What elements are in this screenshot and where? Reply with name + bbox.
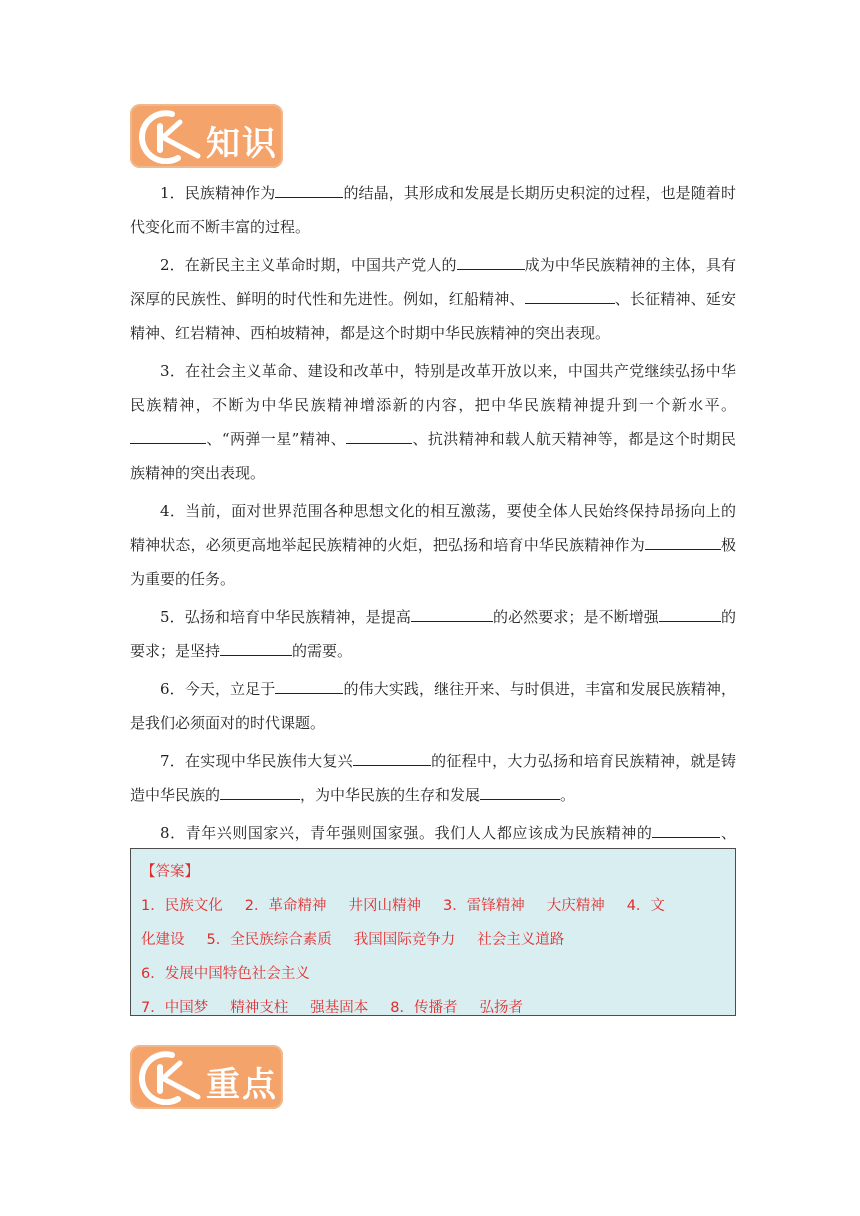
text: 的结晶，其形成和发展是长期历史积淀的过程，也是随着时代变化而不断丰富的过程。 — [130, 184, 736, 236]
answer-item: 3．雷锋精神 — [442, 898, 525, 914]
text: 3．在社会主义革命、建设和改革中，特别是改革开放以来，中国共产党继续弘扬中华民族精神，不断为中华民族精神增添新的内容，把中华民族精神提升到一个新水平。 — [130, 362, 736, 414]
answer-item: 化建设 — [141, 932, 185, 948]
text: 4．当前，面对世界范围各种思想文化的相互激荡，要使全体人民始终保持昂扬向上的精神状态，必须更高地举起民族精神的火炬，把弘扬和培育中华民族精神作为 — [130, 502, 736, 554]
paragraph-6 — [130, 672, 736, 740]
fill-blank[interactable] — [659, 603, 721, 622]
paragraph-1 — [130, 176, 736, 244]
fill-blank[interactable] — [275, 675, 343, 694]
text: 的必然要求；是不断增强 — [492, 608, 659, 626]
answer-item: 8．传播者 — [390, 1000, 458, 1016]
answer-line-3 — [141, 957, 725, 991]
answer-item: 井冈山精神 — [348, 898, 421, 914]
k-logo-icon — [138, 110, 208, 164]
text: 8．青年兴则国家兴，青年强则国家强。我们人人都应该成为民族精神的 — [160, 824, 653, 842]
text: 成为中华民族精神的主体，具有深厚的民族性、鲜明的时代性和先进性。例如，红船精神、 — [130, 256, 736, 308]
answer-item: 弘扬者 — [479, 1000, 523, 1016]
answer-line-2 — [141, 923, 725, 957]
text: 、长征精神、延安精神、红岩精神、西柏坡精神，都是这个时期中华民族精神的突出表现。 — [130, 290, 736, 342]
text: 的征程中，大力弘扬和培育民族精神，就是铸造中华民族的 — [130, 752, 736, 804]
text: ，为中华民族的生存和发展 — [300, 786, 481, 804]
paragraph-5 — [130, 600, 736, 668]
answer-line-4 — [141, 991, 725, 1025]
text: 的需要。 — [292, 642, 353, 660]
fill-blank[interactable] — [480, 781, 560, 800]
answer-item: 1．民族文化 — [141, 898, 223, 914]
text: 、“两弹一星”精神、 — [206, 430, 347, 448]
answer-item: 我国国际竞争力 — [353, 932, 456, 948]
text: 2．在新民主主义革命时期，中国共产党人的 — [160, 256, 457, 274]
text: 6．今天，立足于 — [160, 680, 276, 698]
fill-blank[interactable] — [346, 425, 412, 444]
section-badge-knowledge — [130, 104, 283, 168]
fill-blank[interactable] — [652, 819, 720, 838]
fill-blank[interactable] — [525, 285, 615, 304]
paragraph-7 — [130, 744, 736, 812]
answer-item: 4．文 — [626, 898, 665, 914]
answer-item: 5．全民族综合素质 — [206, 932, 332, 948]
answer-box — [130, 848, 736, 1016]
text: 1．民族精神作为 — [160, 184, 276, 202]
answer-item: 6．发展中国特色社会主义 — [141, 966, 310, 982]
text: 7．在实现中华民族伟大复兴 — [160, 752, 353, 770]
section-badge-key-points — [130, 1045, 283, 1109]
fill-blank[interactable] — [645, 531, 721, 550]
paragraph-3 — [130, 354, 736, 490]
answer-item: 社会主义道路 — [477, 932, 565, 948]
answer-item: 2．革命精神 — [244, 898, 327, 914]
paragraph-4 — [130, 494, 736, 596]
answer-item: 7．中国梦 — [141, 1000, 209, 1016]
fill-blank[interactable] — [130, 425, 206, 444]
answer-title: 【答案】 — [141, 864, 199, 880]
answer-line-1 — [141, 889, 725, 923]
fill-blank[interactable] — [457, 251, 525, 270]
text: 的要求；是坚持 — [130, 608, 736, 660]
answer-item: 精神支柱 — [230, 1000, 289, 1016]
fill-blank[interactable] — [275, 179, 343, 198]
text: 的伟大实践，继往开来、与时俱进，丰富和发展民族精神，是我们必须面对的时代课题。 — [130, 680, 736, 732]
answer-item: 大庆精神 — [546, 898, 605, 914]
fill-blank[interactable] — [220, 781, 300, 800]
answer-item: 强基固本 — [310, 1000, 369, 1016]
fill-blank[interactable] — [220, 637, 292, 656]
text: 、抗洪精神和载人航天精神等，都是这个时期民族精神的突出表现。 — [130, 430, 736, 482]
knowledge-content — [130, 176, 736, 888]
text: 极为重要的任务。 — [130, 536, 736, 588]
text: 5．弘扬和培育中华民族精神，是提高 — [160, 608, 411, 626]
fill-blank[interactable] — [411, 603, 493, 622]
text: 、 — [720, 824, 736, 842]
fill-blank[interactable] — [353, 747, 431, 766]
paragraph-2 — [130, 248, 736, 350]
text: 。 — [560, 786, 576, 804]
badge-title: 知识 — [206, 124, 278, 164]
badge-title: 重点 — [206, 1065, 278, 1105]
k-logo-icon — [138, 1051, 208, 1105]
